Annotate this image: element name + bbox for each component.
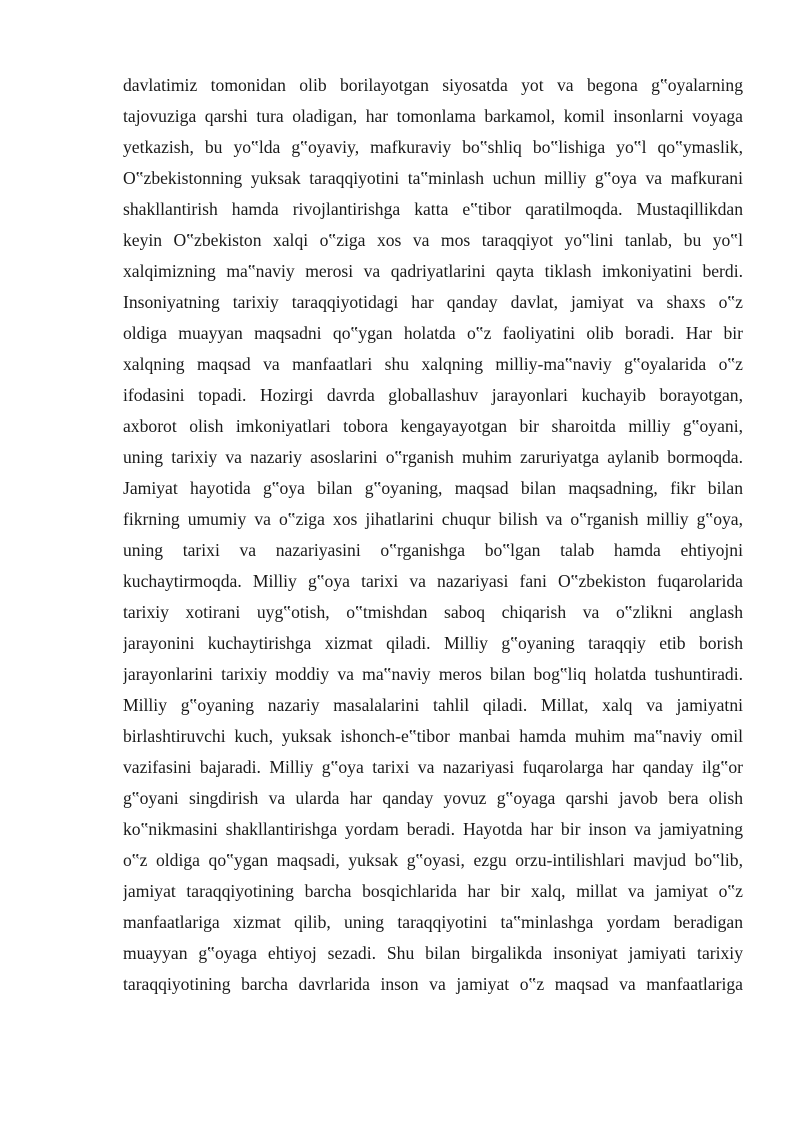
text-line: taraqqiyotining barcha davrlarida inson va jamiyat o‟z maqsad va manfaatlariga [123, 974, 743, 994]
text-line: jarayonlarini tarixiy moddiy va ma‟naviy meros bilan bog‟liq holatda tushuntiradi. [123, 664, 743, 684]
text-line: o‟z oldiga qo‟ygan maqsadi, yuksak g‟oyasi, ezgu orzu-intilishlari mavjud bo‟lib, [123, 850, 743, 870]
text-line: jarayonini kuchaytirishga xizmat qiladi. Milliy g‟oyaning taraqqiy etib borish [123, 633, 743, 653]
text-line: g‟oyani singdirish va ularda har qanday yovuz g‟oyaga qarshi javob bera olish [123, 788, 743, 808]
text-line: Milliy g‟oyaning nazariy masalalarini tahlil qiladi. Millat, xalq va jamiyatni [123, 695, 743, 715]
text-line: manfaatlariga xizmat qilib, uning taraqqiyotini ta‟minlashga yordam beradigan [123, 912, 743, 932]
text-line: Jamiyat hayotida g‟oya bilan g‟oyaning, maqsad bilan maqsadning, fikr bilan [123, 478, 743, 498]
body-text [123, 70, 743, 1000]
text-line: uning tarixiy va nazariy asoslarini o‟rganish muhim zaruriyatga aylanib bormoqda. [123, 447, 743, 467]
text-line: tarixiy xotirani uyg‟otish, o‟tmishdan saboq chiqarish va o‟zlikni anglash [123, 602, 743, 622]
text-line: uning tarixi va nazariyasini o‟rganishga bo‟lgan talab hamda ehtiyojni [123, 540, 743, 560]
text-line: kuchaytirmoqda. Milliy g‟oya tarixi va nazariyasi fani O‟zbekiston fuqarolarida [123, 571, 743, 591]
text-line: yetkazish, bu yo‟lda g‟oyaviy, mafkuraviy bo‟shliq bo‟lishiga yo‟l qo‟ymaslik, [123, 137, 743, 157]
text-line: shakllantirish hamda rivojlantirishga katta e‟tibor qaratilmoqda. Mustaqillikdan [123, 199, 743, 219]
text-line: ko‟nikmasini shakllantirishga yordam beradi. Hayotda har bir inson va jamiyatning [123, 819, 743, 839]
text-line: O‟zbekistonning yuksak taraqqiyotini ta‟minlash uchun milliy g‟oya va mafkurani [123, 168, 743, 188]
text-line: xalqimizning ma‟naviy merosi va qadriyatlarini qayta tiklash imkoniyatini berdi. [123, 261, 743, 281]
text-line: ifodasini topadi. Hozirgi davrda globallashuv jarayonlari kuchayib borayotgan, [123, 385, 743, 405]
text-line: tajovuziga qarshi tura oladigan, har tomonlama barkamol, komil insonlarni voyaga [123, 106, 743, 126]
text-line: muayyan g‟oyaga ehtiyoj sezadi. Shu bilan birgalikda insoniyat jamiyati tarixiy [123, 943, 743, 963]
text-line: xalqning maqsad va manfaatlari shu xalqning milliy-ma‟naviy g‟oyalarida o‟z [123, 354, 743, 374]
text-line: davlatimiz tomonidan olib borilayotgan siyosatda yot va begona g‟oyalarning [123, 75, 743, 95]
text-line: oldiga muayyan maqsadni qo‟ygan holatda o‟z faoliyatini olib boradi. Har bir [123, 323, 743, 343]
text-line: keyin O‟zbekiston xalqi o‟ziga xos va mos taraqqiyot yo‟lini tanlab, bu yo‟l [123, 230, 743, 250]
text-line: fikrning umumiy va o‟ziga xos jihatlarini chuqur bilish va o‟rganish milliy g‟oya, [123, 509, 743, 529]
text-line: Insoniyatning tarixiy taraqqiyotidagi har qanday davlat, jamiyat va shaxs o‟z [123, 292, 743, 312]
text-line: vazifasini bajaradi. Milliy g‟oya tarixi va nazariyasi fuqarolarga har qanday ilg‟or [123, 757, 743, 777]
text-line: axborot olish imkoniyatlari tobora kengayayotgan bir sharoitda milliy g‟oyani, [123, 416, 743, 436]
text-line: birlashtiruvchi kuch, yuksak ishonch-e‟tibor manbai hamda muhim ma‟naviy omil [123, 726, 743, 746]
text-line: jamiyat taraqqiyotining barcha bosqichlarida har bir xalq, millat va jamiyat o‟z [123, 881, 743, 901]
